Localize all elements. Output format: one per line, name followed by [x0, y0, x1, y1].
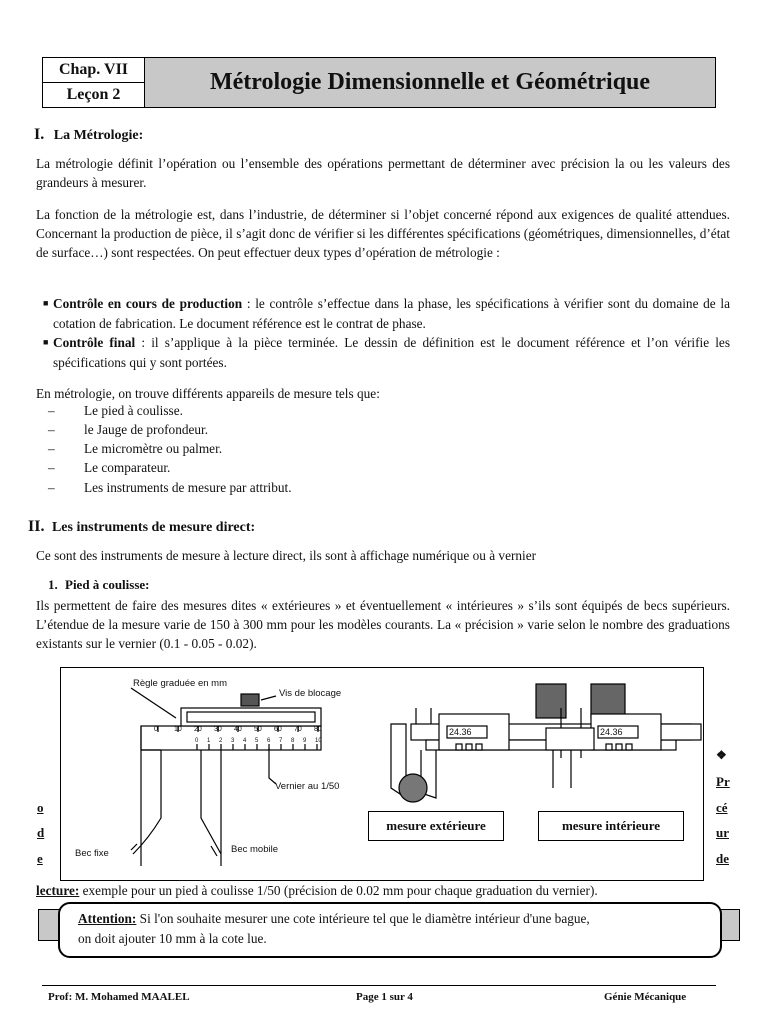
- ruler-tick-label: 40: [234, 726, 242, 733]
- dash-icon: –: [48, 460, 55, 475]
- page-title: Métrologie Dimensionnelle et Géométrique: [145, 58, 715, 107]
- label-vernier: Vernier au 1/50: [275, 781, 340, 792]
- margin-right-letter: Pr: [716, 774, 730, 789]
- square-bullet-icon: ■: [43, 298, 49, 308]
- diamond-bullet-icon: ❖: [716, 748, 727, 762]
- box-mesure-interieure: mesure intérieure: [538, 811, 684, 841]
- ruler-tick-label: 10: [174, 726, 182, 733]
- subsection-1-heading: [48, 577, 150, 593]
- display-int: 24.36: [600, 727, 623, 737]
- label-regle: Règle graduée en mm: [133, 678, 227, 689]
- dash-icon: –: [48, 403, 55, 418]
- lesson-label: Leçon 2: [43, 83, 145, 107]
- vernier-tick-label: 4: [243, 738, 247, 744]
- margin-left-letter: o: [37, 800, 44, 815]
- section-2-para-1: Ce sont des instruments de mesure à lecture direct, ils sont à affichage numérique ou à vernier: [36, 548, 537, 563]
- list-item: Les instruments de mesure par attribut.: [84, 480, 292, 495]
- lecture-line: [36, 883, 598, 899]
- ruler-tick-label: 30: [214, 726, 222, 733]
- vernier-tick-label: 1: [207, 738, 211, 744]
- list-intro: En métrologie, on trouve différents appareils de mesure tels que:: [36, 386, 380, 401]
- subsection-1-title: Pied à coulisse:: [65, 577, 150, 592]
- section-1-title: La Métrologie:: [53, 128, 144, 143]
- footer-page: Page 1 sur 4: [356, 991, 413, 1003]
- label-bec-fixe: Bec fixe: [75, 848, 109, 859]
- footer-author: Prof: M. Mohamed MAALEL: [48, 991, 190, 1003]
- margin-right-letter: cé: [716, 800, 728, 815]
- section-2-number: II.: [28, 518, 45, 535]
- attention-line-1: Si l'on souhaite mesurer une cote intérieure tel que le diamètre intérieur d'une bague,: [136, 911, 590, 926]
- dash-icon: –: [48, 441, 55, 456]
- bullet-bold: Contrôle final: [53, 335, 136, 350]
- vernier-tick-label: 2: [219, 738, 223, 744]
- vernier-tick-label: 8: [291, 738, 295, 744]
- vernier-tick-label: 10: [315, 738, 322, 744]
- dash-icon: –: [48, 480, 55, 495]
- ruler-tick-label: 80: [314, 726, 322, 733]
- section-1-heading: [34, 126, 143, 144]
- caliper-figure: [60, 667, 704, 881]
- section-2-heading: [28, 518, 255, 536]
- margin-left-letter: d: [37, 825, 45, 840]
- section-1-para-2: La fonction de la métrologie est, dans l’industrie, de déterminer si l’objet concerné répond aux exigences de qualité attendues. Concernant la production de pièce, il s’agit donc de vérifier si les différentes spécifications (géométriques, dimensionnelles, d’état de surface…) sont respectées. On peut effectuer deux types d’opération de métrologie :: [36, 207, 730, 260]
- margin-right-letter: de: [716, 851, 729, 866]
- vernier-tick-label: 3: [231, 738, 235, 744]
- vernier-tick-label: 6: [267, 738, 271, 744]
- vernier-tick-label: 0: [195, 738, 199, 744]
- vernier-tick-label: 5: [255, 738, 259, 744]
- ruler-tick-label: 50: [254, 726, 262, 733]
- list-item: Le comparateur.: [84, 460, 171, 475]
- ruler-tick-label: 20: [194, 726, 202, 733]
- box-mesure-exterieure: mesure extérieure: [368, 811, 504, 841]
- ruler-tick-label: 0: [154, 726, 158, 733]
- bullet-item: [43, 294, 730, 333]
- vernier-tick-label: 9: [303, 738, 307, 744]
- margin-right-letter: ur: [716, 825, 729, 840]
- bullet-text: : il s’applique à la pièce terminée. Le dessin de définition est le document référence et l’on vérifie les spécifications qui y sont portées.: [53, 335, 731, 370]
- dash-icon: –: [48, 422, 55, 437]
- subsection-1-number: 1.: [48, 577, 58, 592]
- list-item: Le micromètre ou palmer.: [84, 441, 223, 456]
- section-1-number: I.: [34, 126, 45, 143]
- footer-dept: Génie Mécanique: [604, 991, 687, 1003]
- caliper-drawing: [61, 668, 703, 880]
- vernier-tick-label: 7: [279, 738, 283, 744]
- square-bullet-icon: ■: [43, 337, 49, 347]
- bullet-text: : le contrôle s’effectue dans la phase, les spécifications à vérifier sont du domaine de la cotation de fabrication. Le document référence est le contrat de phase.: [53, 296, 730, 331]
- footer-rule: [42, 985, 716, 986]
- margin-left-letter: e: [37, 851, 43, 866]
- lecture-text: exemple pour un pied à coulisse 1/50 (précision de 0.02 mm pour chaque graduation du vernier).: [79, 883, 598, 898]
- subsection-1-text: Ils permettent de faire des mesures dites « extérieures » et éventuellement « intérieures » s’ils sont équipés de becs supérieurs. L’étendue de la mesure varie de 150 à 300 mm pour les modèles courants. La « précision » varie selon le nombre des graduations existants sur le vernier (0.1 - 0.05 - 0.02).: [36, 598, 730, 651]
- ruler-tick-label: 70: [294, 726, 302, 733]
- label-bec-mobile: Bec mobile: [231, 844, 278, 855]
- list-item: Le pied à coulisse.: [84, 403, 183, 418]
- lecture-label: lecture:: [36, 883, 80, 898]
- display-ext: 24.36: [449, 727, 472, 737]
- attention-box: [58, 902, 722, 958]
- bullet-item: [43, 333, 731, 372]
- label-vis: Vis de blocage: [279, 688, 342, 699]
- bullet-bold: Contrôle en cours de production: [53, 296, 243, 311]
- section-2-title: Les instruments de mesure direct:: [51, 520, 256, 535]
- attention-label: Attention:: [78, 911, 137, 926]
- list-item: le Jauge de profondeur.: [84, 422, 209, 437]
- header-box: [42, 57, 716, 108]
- chapter-label: Chap. VII: [43, 58, 145, 83]
- ruler-tick-label: 60: [274, 726, 282, 733]
- section-1-para-1: La métrologie définit l’opération ou l’ensemble des opérations permettant de déterminer avec précision la ou les valeurs des grandeurs à mesurer.: [36, 156, 730, 190]
- attention-line-2: on doit ajouter 10 mm à la cote lue.: [78, 931, 267, 946]
